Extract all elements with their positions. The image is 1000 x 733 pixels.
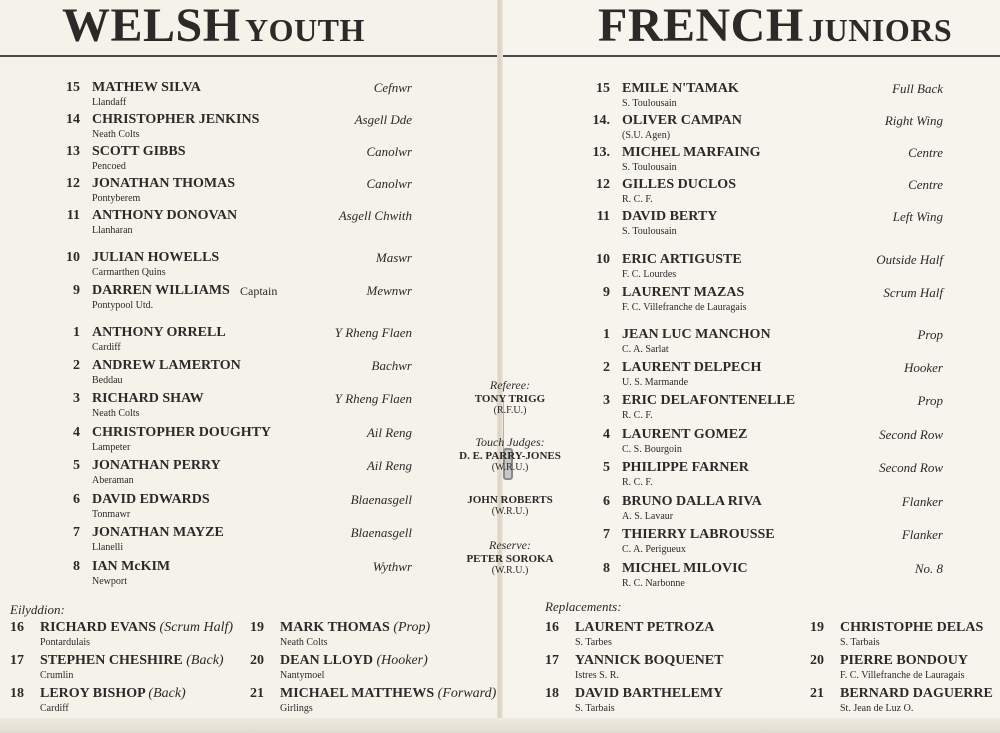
referee-block <box>440 378 580 416</box>
player-name: JONATHAN PERRY <box>92 458 221 473</box>
player-row <box>60 559 412 593</box>
player-row <box>590 252 943 286</box>
referee-union: (R.F.U.) <box>493 405 527 416</box>
player-row <box>590 209 943 243</box>
player-club: Cardiff <box>92 342 121 353</box>
player-row <box>590 460 943 494</box>
referee-label: Referee: <box>489 378 531 392</box>
player-number: 10 <box>596 252 610 267</box>
player-club: Lampeter <box>92 442 131 453</box>
player-number: 14 <box>66 112 80 127</box>
french-title-main: FRENCH <box>598 0 804 52</box>
player-club: S. Toulousain <box>622 162 677 173</box>
reserve-official-union: (W.R.U.) <box>491 565 529 576</box>
player-position: Flanker <box>901 494 943 509</box>
player-number: 11 <box>596 209 610 224</box>
player-number: 3 <box>73 391 80 406</box>
player-club: Beddau <box>92 375 123 386</box>
player-position: Centre <box>908 145 943 160</box>
reserve-official-block <box>440 538 580 576</box>
player-name: CHRISTOPHER DOUGHTY <box>92 425 272 440</box>
player-position: Hooker <box>904 360 943 375</box>
reserve-name: CHRISTOPHE DELAS <box>840 620 984 635</box>
player-row <box>590 494 943 528</box>
player-number: 9 <box>73 283 80 298</box>
reserve-club: Pontardulais <box>40 637 90 648</box>
reserve-name: BERNARD DAGUERRE <box>840 686 993 701</box>
player-number: 7 <box>603 527 610 542</box>
player-name: DARREN WILLIAMS <box>92 283 230 298</box>
player-club: Pontyberem <box>92 193 141 204</box>
reserve-number: 16 <box>10 620 24 635</box>
player-club: Newport <box>92 576 127 587</box>
welsh-title-main: WELSH <box>62 0 241 52</box>
player-row <box>60 425 412 459</box>
reserve-name: MICHAEL MATTHEWS <box>280 686 435 701</box>
player-name: DAVID EDWARDS <box>92 492 210 507</box>
reserve-number: 17 <box>10 653 24 668</box>
page-bottom-edge <box>0 718 1000 733</box>
reserve-number: 21 <box>250 686 264 701</box>
player-name: LAURENT MAZAS <box>622 285 745 300</box>
reserve-name: YANNICK BOQUENET <box>575 653 724 668</box>
player-position: Maswr <box>375 250 412 265</box>
player-row <box>60 208 412 242</box>
player-position: Asgell Dde <box>354 112 412 127</box>
player-name: MATHEW SILVA <box>92 80 201 95</box>
reserve-club: S. Tarbais <box>840 637 880 648</box>
player-position: Ail Reng <box>366 425 412 440</box>
reserve-name-line <box>575 653 723 669</box>
reserve-number: 16 <box>545 620 559 635</box>
reserve-position: (Back) <box>148 686 186 701</box>
player-position: Mewnwr <box>366 283 412 298</box>
reserve-official-label: Reserve: <box>489 538 531 552</box>
french-replacements-heading: Replacements: <box>545 599 622 614</box>
player-row <box>60 492 412 526</box>
reserve-position: (Forward) <box>437 686 497 701</box>
reserve-number: 19 <box>810 620 824 635</box>
reserve-club: S. Tarbais <box>575 703 615 714</box>
player-name: ERIC DELAFONTENELLE <box>622 393 796 408</box>
reserve-name-line <box>575 620 714 636</box>
player-club: Llanharan <box>92 225 133 236</box>
touch-judge-2-union: (W.R.U.) <box>491 506 529 517</box>
reserve-name: LEROY BISHOP <box>40 686 145 701</box>
player-row <box>590 113 943 147</box>
player-name: RICHARD SHAW <box>92 391 204 406</box>
player-row <box>60 325 412 359</box>
player-name: PHILIPPE FARNER <box>622 460 749 475</box>
reserve-name-line <box>40 686 186 702</box>
player-club: C. A. Sarlat <box>622 344 669 355</box>
touch-judges-block <box>440 435 580 473</box>
player-row <box>590 145 943 179</box>
reserve-club: Nantymoel <box>280 670 325 681</box>
player-name: BRUNO DALLA RIVA <box>622 494 762 509</box>
player-number: 12 <box>596 177 610 192</box>
player-position: Bachwr <box>371 358 412 373</box>
french-title-sub: JUNIORS <box>808 12 953 48</box>
player-club: U. S. Marmande <box>622 377 689 388</box>
player-row <box>60 525 412 559</box>
reserve-name: DEAN LLOYD <box>280 653 373 668</box>
player-club: Llanelli <box>92 542 124 553</box>
player-position: Prop <box>917 327 943 342</box>
player-club: (S.U. Agen) <box>622 130 671 141</box>
player-name: SCOTT GIBBS <box>92 144 186 159</box>
player-club: Tonmawr <box>92 509 131 520</box>
welsh-title-sub: YOUTH <box>245 12 365 48</box>
reserve-name: PIERRE BONDOUY <box>840 653 968 668</box>
player-number: 11 <box>66 208 80 223</box>
player-name: GILLES DUCLOS <box>622 177 736 192</box>
welsh-reserves-heading: Eilyddion: <box>10 602 65 617</box>
player-name: MICHEL MARFAING <box>622 145 761 160</box>
player-number: 3 <box>603 393 610 408</box>
player-position: Asgell Chwith <box>338 208 412 223</box>
player-club: R. C. F. <box>622 194 653 205</box>
player-name: CHRISTOPHER JENKINS <box>92 112 260 127</box>
reserve-name-line <box>840 686 993 702</box>
player-name: IAN McKIM <box>92 559 171 574</box>
player-number: 7 <box>73 525 80 540</box>
reserve-name-line <box>40 620 233 636</box>
player-row <box>590 81 943 115</box>
reserve-name-line <box>280 653 428 669</box>
reserve-name: LAURENT PETROZA <box>575 620 715 635</box>
player-row <box>590 327 943 361</box>
page-fold <box>497 0 503 733</box>
reserve-position: (Prop) <box>393 620 431 635</box>
french-team-title <box>598 2 952 50</box>
player-number: 10 <box>66 250 80 265</box>
reserve-number: 17 <box>545 653 559 668</box>
player-position: Right Wing <box>884 113 943 128</box>
player-number: 9 <box>603 285 610 300</box>
player-number: 4 <box>603 427 610 442</box>
reserve-club: S. Tarbes <box>575 637 612 648</box>
player-club: Llandaff <box>92 97 127 108</box>
player-club: F. C. Lourdes <box>622 269 677 280</box>
player-name: EMILE N'TAMAK <box>622 81 739 96</box>
player-position: Ail Reng <box>366 458 412 473</box>
header-rule-left <box>0 55 497 57</box>
reserve-name: MARK THOMAS <box>280 620 390 635</box>
player-row <box>590 393 943 427</box>
player-club: C. S. Bourgoin <box>622 444 682 455</box>
player-position: Second Row <box>879 460 943 475</box>
reserve-number: 20 <box>810 653 824 668</box>
player-number: 8 <box>73 559 80 574</box>
player-club: C. A. Perigueux <box>622 544 686 555</box>
player-row <box>60 391 412 425</box>
player-club: Carmarthen Quins <box>92 267 166 278</box>
player-name: LAURENT GOMEZ <box>622 427 748 442</box>
player-club: A. S. Lavaur <box>622 511 674 522</box>
player-name: MICHEL MILOVIC <box>622 561 748 576</box>
player-number: 15 <box>596 81 610 96</box>
player-number: 13 <box>66 144 80 159</box>
player-club: R. C. F. <box>622 410 653 421</box>
reserve-club: Crumlin <box>40 670 74 681</box>
player-row <box>60 250 412 284</box>
player-number: 1 <box>73 325 80 340</box>
reserve-club: St. Jean de Luz O. <box>840 703 914 714</box>
player-number: 5 <box>73 458 80 473</box>
player-position: Blaenasgell <box>350 525 412 540</box>
reserve-official-name: PETER SOROKA <box>466 553 554 565</box>
player-club: Pencoed <box>92 161 126 172</box>
player-name: JONATHAN MAYZE <box>92 525 224 540</box>
player-number: 13. <box>592 145 610 160</box>
player-number: 1 <box>603 327 610 342</box>
player-position: Second Row <box>879 427 943 442</box>
reserve-club: F. C. Villefranche de Lauragais <box>840 670 965 681</box>
player-club: R. C. Narbonne <box>622 578 685 589</box>
reserve-name: STEPHEN CHESHIRE <box>40 653 183 668</box>
touch-judge-2-name: JOHN ROBERTS <box>467 494 553 506</box>
player-row <box>60 144 412 178</box>
player-position: Flanker <box>901 527 943 542</box>
reserve-name-line <box>40 653 224 669</box>
player-number: 15 <box>66 80 80 95</box>
touch-judge-1-union: (W.R.U.) <box>491 462 529 473</box>
player-position: Full Back <box>892 81 943 96</box>
player-name: JEAN LUC MANCHON <box>622 327 771 342</box>
player-position: Left Wing <box>892 209 943 224</box>
player-row <box>60 283 412 317</box>
reserve-club: Neath Colts <box>280 637 328 648</box>
player-position: Y Rheng Flaen <box>334 391 412 406</box>
player-name: DAVID BERTY <box>622 209 718 224</box>
player-name: OLIVER CAMPAN <box>622 113 742 128</box>
player-row <box>590 561 943 595</box>
player-number: 8 <box>603 561 610 576</box>
reserve-name: RICHARD EVANS <box>40 620 157 635</box>
player-row <box>60 176 412 210</box>
player-number: 14. <box>592 113 610 128</box>
player-row <box>590 177 943 211</box>
player-club: Aberaman <box>92 475 134 486</box>
player-name: THIERRY LABROUSSE <box>622 527 775 542</box>
captain-note: Captain <box>240 284 278 298</box>
player-club: Neath Colts <box>92 129 140 140</box>
player-name: JULIAN HOWELLS <box>92 250 220 265</box>
reserve-name-line <box>840 653 968 669</box>
player-row <box>590 285 943 319</box>
player-position: Outside Half <box>876 252 943 267</box>
player-row <box>590 427 943 461</box>
player-row <box>590 360 943 394</box>
referee-name: TONY TRIGG <box>474 393 546 405</box>
player-club: F. C. Villefranche de Lauragais <box>622 302 747 313</box>
player-name: ANTHONY ORRELL <box>92 325 226 340</box>
welsh-team-title <box>62 2 365 50</box>
player-position: Cefnwr <box>373 80 412 95</box>
player-club: S. Toulousain <box>622 98 677 109</box>
player-row <box>60 112 412 146</box>
reserve-number: 21 <box>810 686 824 701</box>
player-club: Pontypool Utd. <box>92 300 154 311</box>
player-number: 12 <box>66 176 80 191</box>
reserve-number: 20 <box>250 653 264 668</box>
reserve-club: Girlings <box>280 703 313 714</box>
player-name: ERIC ARTIGUSTE <box>622 252 742 267</box>
player-row <box>60 458 412 492</box>
player-number: 4 <box>73 425 80 440</box>
player-number: 2 <box>603 360 610 375</box>
header-rule-right <box>503 55 1000 57</box>
player-name: LAURENT DELPECH <box>622 360 762 375</box>
reserve-name: DAVID BARTHELEMY <box>575 686 724 701</box>
player-number: 6 <box>603 494 610 509</box>
player-position: Centre <box>908 177 943 192</box>
touch-judge-2-block <box>440 494 580 517</box>
player-row <box>590 527 943 561</box>
reserve-club: Istres S. R. <box>575 670 619 681</box>
reserve-name-line <box>280 620 430 636</box>
player-position: No. 8 <box>914 561 943 576</box>
reserve-name-line <box>280 686 496 702</box>
player-number: 6 <box>73 492 80 507</box>
reserve-number: 18 <box>10 686 24 701</box>
reserve-club: Cardiff <box>40 703 69 714</box>
reserve-position: (Back) <box>186 653 224 668</box>
reserve-name-line <box>575 686 723 702</box>
player-club: S. Toulousain <box>622 226 677 237</box>
player-position: Canolwr <box>366 176 412 191</box>
player-position: Scrum Half <box>883 285 943 300</box>
player-position: Blaenasgell <box>350 492 412 507</box>
player-name: ANDREW LAMERTON <box>92 358 241 373</box>
player-name: JONATHAN THOMAS <box>92 176 235 191</box>
player-position: Canolwr <box>366 144 412 159</box>
reserve-number: 18 <box>545 686 559 701</box>
touch-judges-label: Touch Judges: <box>475 435 545 449</box>
player-number: 5 <box>603 460 610 475</box>
player-row <box>60 80 412 114</box>
player-row <box>60 358 412 392</box>
player-position: Wythwr <box>372 559 412 574</box>
reserve-number: 19 <box>250 620 264 635</box>
player-position: Prop <box>917 393 943 408</box>
player-number: 2 <box>73 358 80 373</box>
reserve-position: (Scrum Half) <box>159 620 234 635</box>
reserve-position: (Hooker) <box>376 653 428 668</box>
player-club: Neath Colts <box>92 408 140 419</box>
player-club: R. C. F. <box>622 477 653 488</box>
touch-judge-1-name: D. E. PARRY-JONES <box>459 450 561 462</box>
reserve-name-line <box>840 620 983 636</box>
player-position: Y Rheng Flaen <box>334 325 412 340</box>
player-name: ANTHONY DONOVAN <box>92 208 238 223</box>
